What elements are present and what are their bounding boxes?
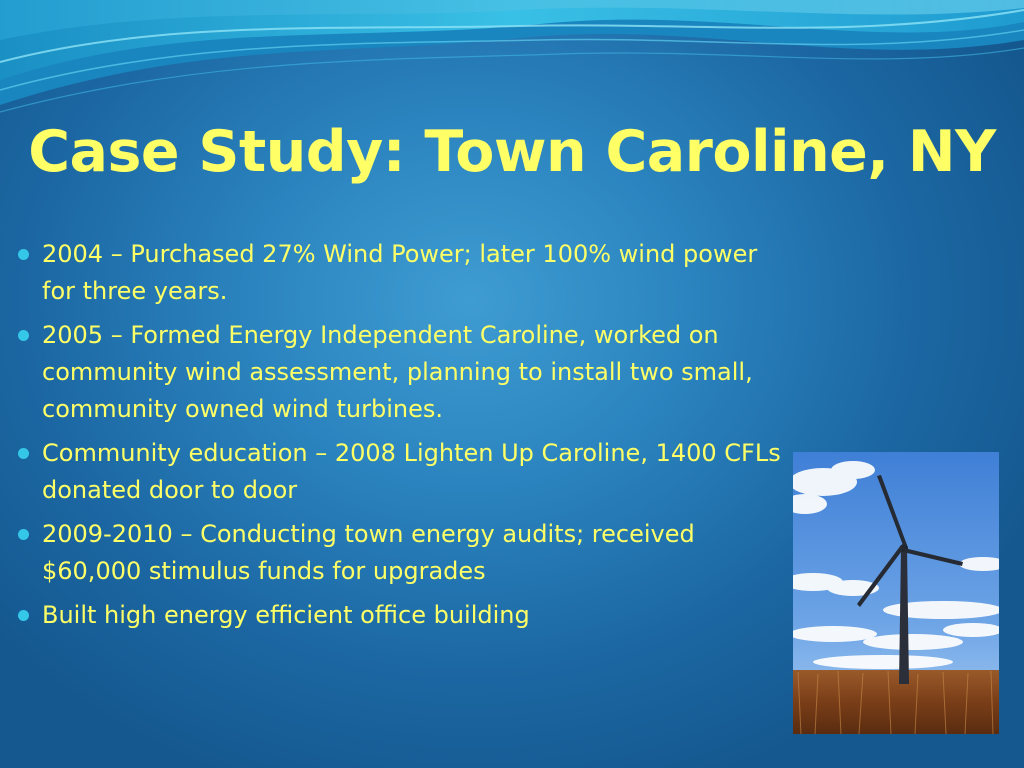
bullet-item <box>14 236 784 310</box>
bullet-text: Built high energy efficient office building <box>42 601 530 629</box>
bullet-item <box>14 516 784 590</box>
bullet-list <box>14 236 784 641</box>
bullet-text: 2005 – Formed Energy Independent Caroline, worked on community wind assessment, planning to install two small, community owned wind turbines. <box>42 321 753 423</box>
wind-turbine-photo <box>793 452 999 734</box>
bullet-dot-icon <box>18 610 29 621</box>
bullet-item <box>14 317 784 428</box>
bullet-dot-icon <box>18 249 29 260</box>
bullet-dot-icon <box>18 330 29 341</box>
bullet-text: 2009-2010 – Conducting town energy audits; received $60,000 stimulus funds for upgrades <box>42 520 695 585</box>
bullet-item <box>14 597 784 634</box>
bullet-item <box>14 435 784 509</box>
bullet-dot-icon <box>18 529 29 540</box>
bullet-text: Community education – 2008 Lighten Up Caroline, 1400 CFLs donated door to door <box>42 439 781 504</box>
bullet-text: 2004 – Purchased 27% Wind Power; later 100% wind power for three years. <box>42 240 758 305</box>
bullet-dot-icon <box>18 448 29 459</box>
slide-title: Case Study: Town Caroline, NY <box>28 119 996 185</box>
wave-decoration <box>0 0 1024 130</box>
